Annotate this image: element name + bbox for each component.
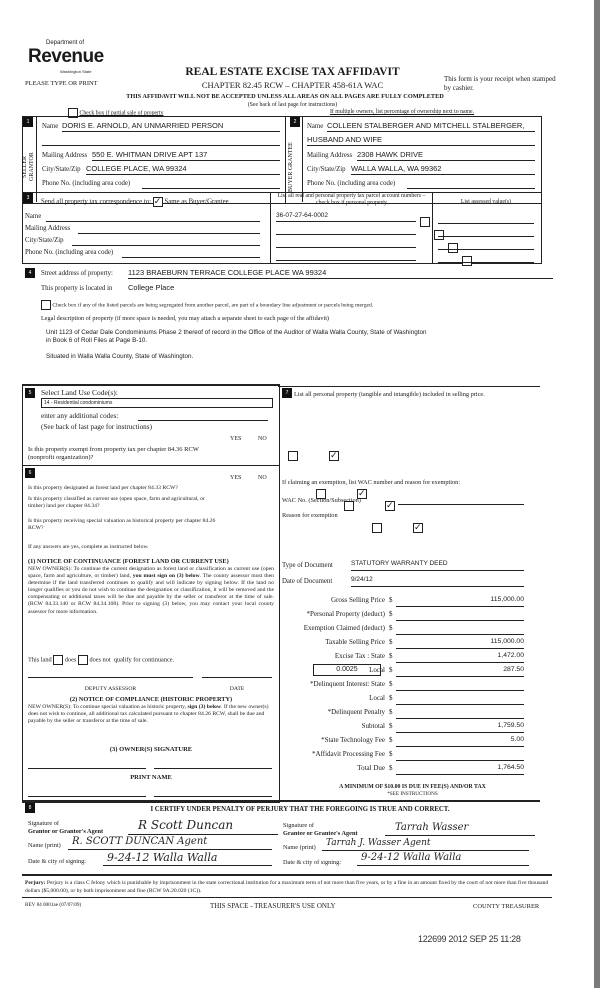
street-field[interactable]: 1123 BRAEBURN TERRACE COLLEGE PLACE WA 99324: [128, 268, 553, 279]
additional-codes-label: enter any additional codes:: [41, 412, 119, 420]
buyer-city-field[interactable]: WALLA WALLA, WA 99362: [351, 164, 535, 175]
seller-name-field[interactable]: DORIS E. ARNOLD, AN UNMARRIED PERSON: [62, 121, 280, 132]
section-6-divider: [22, 465, 279, 466]
legal-description-1[interactable]: Unit 1123 of Cedar Dale Condominiums Phase 2 thereof of record in the Office of the Auditor of Walla Walla County, State of Washington: [46, 329, 427, 336]
owner-signature-label: (3) OWNER(S) SIGNATURE: [109, 746, 193, 753]
excise-state-row: Excise Tax : State $ 1,472.00: [290, 652, 525, 664]
notice-1-body: NEW OWNER(S): To continue the current designation as forest land or classification as current use (open space, farm and agriculture, or timber) land, you must sign on (3) below. The county assessor must then determine if the land transferred continues to qualify and will indicate by signing below. If the land no longer qualifies or you do not wish to continue the designation or classification, it will be removed and the compensating or additional taxes will be due and payable by the seller or transferor at the time of sale. (RCW 84.33.140 or RCW 84.34.108). Prior to signing (3) below, you may contact your local county assessor for more information.: [28, 566, 274, 615]
buyer-side-divider: [302, 116, 303, 202]
yes-header-6: YES: [230, 475, 242, 481]
assessed-value-3[interactable]: [438, 240, 534, 250]
print-name-line-2[interactable]: [154, 795, 272, 797]
county-treasurer-label: COUNTY TREASURER: [473, 903, 540, 910]
exemption-label: If claiming an exemption, list WAC number and reason for exemption:: [282, 479, 461, 486]
doc-date-label: Date of Document: [282, 578, 333, 585]
seller-side-divider: [36, 116, 37, 202]
parcel-number-3[interactable]: [276, 238, 416, 248]
seller-mail-label: Mailing Address: [42, 152, 88, 159]
assessed-value-1[interactable]: [438, 214, 534, 224]
multiple-owners-note: If multiple owners, list percentage of ownership next to name.: [330, 109, 475, 115]
local-rate-field[interactable]: 0.0025: [313, 664, 381, 676]
scan-edge: [594, 0, 600, 988]
located-field[interactable]: College Place: [128, 283, 175, 292]
exempt-question: Is this property exempt from property tax per chapter 84.36 RCW (nonprofit organization)?: [28, 446, 199, 461]
same-as-buyer-checkbox[interactable]: [153, 197, 163, 207]
technology-fee-field[interactable]: 5.00: [396, 736, 524, 747]
treasurer-use-label: THIS SPACE - TREASURER'S USE ONLY: [210, 902, 336, 910]
historic-no-checkbox[interactable]: [413, 523, 423, 533]
buyer-city-label: City/State/Zip: [307, 166, 346, 173]
historic-question: Is this property receiving special valuation as historical property per chapter 84.26 RCW?: [28, 518, 216, 531]
corr-mail-label: Mailing Address: [25, 225, 71, 232]
section-number-2: 2: [290, 117, 300, 127]
form-revision: REV 84 0001ae (07/07/09): [25, 902, 82, 908]
perjury-bottom-rule: [22, 897, 552, 898]
exempt-yes-checkbox[interactable]: [288, 451, 298, 461]
section-number-8: 8: [25, 803, 35, 813]
logo-state: Washington State: [60, 69, 92, 74]
parcel-header: List all real and personal property tax parcel account numbers – check box if personal property: [277, 193, 426, 206]
receipt-note: This form is your receipt when stamped by cashier.: [444, 75, 556, 92]
legal-description-2[interactable]: in Book 6 of Roll Files at Page B-10.: [46, 337, 148, 344]
notice-2-body: NEW OWNER(S): To continue special valuation as historic property, sign (3) below. If the new owner(s) does not wish to continue, all additional tax calculated pursuant to chapter 84.26 RCW, shall be due and payable by the seller or transferor at the time of sale.: [28, 704, 269, 724]
processing-fee-field[interactable]: [396, 750, 524, 761]
if-yes-note: If any answers are yes, complete as instructed below.: [28, 544, 149, 550]
assessed-value-2[interactable]: [438, 227, 534, 237]
personal-property-deduct-row: *Personal Property (deduct) $: [290, 610, 525, 622]
dor-logo: [28, 38, 108, 80]
doc-type-field[interactable]: STATUTORY WARRANTY DEED: [351, 560, 524, 571]
corr-phone-label: Phone No. (including area code): [25, 249, 114, 256]
section-number-6: 6: [25, 468, 35, 478]
notice-1-title: (1) NOTICE OF CONTINUANCE (FOREST LAND OR CURRENT USE): [28, 558, 229, 565]
section-3-divider-a: [270, 192, 271, 263]
section-number-7: 7: [282, 388, 292, 398]
excise-local-field[interactable]: 287.50: [396, 666, 524, 677]
segregated-row: Check box if any of the listed parcels are being segregated from another parcel, are part of a boundary line adjustment or parcels being merged.: [41, 300, 561, 310]
owner-signature-line-1[interactable]: [28, 767, 146, 769]
does-qualify-checkbox[interactable]: [53, 655, 63, 665]
seller-name-label: Name: [42, 123, 59, 130]
doc-type-label: Type of Document: [282, 562, 333, 569]
delinquent-interest-state-row: *Delinquent Interest: State $: [290, 680, 525, 692]
total-due-field[interactable]: 1,764.50: [396, 764, 524, 775]
section-divider-1-2: [285, 116, 286, 203]
parcel-personal-checkbox-1[interactable]: [420, 217, 430, 227]
land-use-select[interactable]: 14 - Residential condominiums: [41, 398, 273, 408]
wac-field[interactable]: [398, 495, 524, 505]
section-number-5: 5: [25, 388, 35, 398]
processing-fee-row: *Affidavit Processing Fee $: [290, 750, 525, 762]
personal-property-label: List all personal property (tangible and intangible) included in selling price.: [294, 391, 485, 398]
form-title: REAL ESTATE EXCISE TAX AFFIDAVIT: [185, 66, 400, 78]
excise-state-field[interactable]: 1,472.00: [396, 652, 524, 663]
buyer-side-label: BUYER GRANTEE: [288, 142, 294, 192]
seller-phone-field[interactable]: [142, 178, 280, 189]
section-8-bottom-rule: [22, 874, 552, 876]
subtotal-row: Subtotal $ 1,759.50: [290, 722, 525, 734]
form-chapter: CHAPTER 82.45 RCW – CHAPTER 458-61A WAC: [201, 80, 384, 90]
seller-city-label: City/State/Zip: [42, 166, 81, 173]
assessor-date-line[interactable]: [202, 676, 272, 678]
section-number-4: 4: [25, 268, 35, 278]
doc-date-field[interactable]: 9/24/12: [351, 576, 524, 587]
section-number-1: 1: [23, 117, 33, 127]
corr-phone-field[interactable]: [122, 248, 260, 258]
grantee-name-field[interactable]: Tarrah J. Wasser Agent: [322, 838, 529, 851]
deputy-assessor-line[interactable]: [28, 676, 193, 678]
grantee-date-field[interactable]: 9-24-12 Walla Walla: [357, 852, 529, 866]
assessed-header: List assessed value(s): [460, 199, 512, 205]
technology-fee-row: *State Technology Fee $ 5.00: [290, 736, 525, 748]
deputy-assessor-label: DEPUTY ASSESSOR: [84, 686, 137, 692]
street-label: Street address of property:: [41, 270, 113, 277]
buyer-name2-field[interactable]: HUSBAND AND WIFE: [307, 135, 535, 146]
located-label: This property is located in: [41, 285, 113, 292]
send-correspondence: Send all property tax correspondence to: ✓ Same as Buyer/Grantee: [41, 197, 229, 207]
form-warning: THIS AFFIDAVIT WILL NOT BE ACCEPTED UNLESS ALL AREAS ON ALL PAGES ARE FULLY COMPLETED: [126, 93, 444, 100]
grantor-name-label: Name (print): [28, 842, 61, 849]
section-number-3: 3: [23, 193, 33, 203]
grantee-date-label: Date & city of signing:: [283, 859, 342, 866]
continuance-row: This land does does not qualify for continuance.: [28, 656, 175, 664]
buyer-name-label: Name: [307, 123, 324, 130]
date-label: DATE: [229, 686, 245, 692]
parcel-number-2[interactable]: [276, 225, 416, 235]
print-name-line-1[interactable]: [28, 795, 146, 797]
gross-selling-price-field[interactable]: 115,000.00: [396, 596, 524, 607]
subtotal-field[interactable]: 1,759.50: [396, 722, 524, 733]
delinquent-interest-local-row: Local $: [290, 694, 525, 706]
buyer-mail-field[interactable]: 2308 HAWK DRIVE: [357, 150, 535, 161]
owner-signature-line-2[interactable]: [154, 767, 272, 769]
buyer-mail-label: Mailing Address: [307, 152, 353, 159]
does-not-qualify-checkbox[interactable]: [78, 655, 88, 665]
see-instructions: *SEE INSTRUCTIONS: [387, 791, 438, 797]
assessed-value-4[interactable]: [438, 253, 534, 263]
wac-label: WAC No. (Section/Subsection): [282, 497, 361, 504]
treasurer-stamp: 122699 2012 SEP 25 11:28: [418, 934, 521, 944]
taxable-selling-price-field[interactable]: 115,000.00: [396, 638, 524, 649]
corr-city-label: City/State/Zip: [25, 237, 64, 244]
grantee-name-label: Name (print): [283, 844, 316, 851]
delinquent-interest-state-field[interactable]: [396, 680, 524, 691]
segregated-checkbox[interactable]: [41, 300, 51, 310]
grantor-name-field[interactable]: R. SCOTT DUNCAN Agent: [68, 836, 272, 850]
corr-name-field[interactable]: [46, 212, 260, 222]
perjury-notice: Perjury: Perjury is a class C felony which is punishable by imprisonment in the state correctional institution for a maximum term of not more than five years, or by a fine in an amount fixed by the court of not more than five thousand dollars ($5,000.00), or by both imprisonment and fine (RCW 9A.20.020 (1C)).: [25, 880, 549, 894]
corr-name-label: Name: [25, 213, 42, 220]
section-8-top-rule: [22, 800, 540, 802]
logo-name: Revenue: [28, 46, 104, 67]
legal-description-3[interactable]: Situated in Walla Walla County, State of Washington.: [46, 353, 194, 360]
gross-selling-price-row: Gross Selling Price $ 115,000.00: [290, 596, 525, 608]
seller-phone-label: Phone No. (including area code): [42, 180, 131, 187]
delinquent-penalty-row: *Delinquent Penalty $: [290, 708, 525, 720]
historic-yes-checkbox[interactable]: [372, 523, 382, 533]
no-header-5: NO: [258, 436, 267, 442]
corr-city-field[interactable]: [72, 236, 260, 246]
partial-sale: Check box if partial sale of property: [68, 108, 163, 118]
current-use-question: Is this property classified as current use (open space, farm and agricultural, or timber) land per chapter 84.34?: [28, 496, 205, 509]
delinquent-interest-local-field[interactable]: [396, 694, 524, 705]
additional-codes-field[interactable]: [138, 411, 268, 421]
reason-label: Reason for exemption: [282, 512, 338, 519]
logo-dept: Department of: [46, 40, 85, 46]
seller-mail-field[interactable]: 550 E. WHITMAN DRIVE APT 137: [92, 150, 280, 161]
buyer-phone-label: Phone No. (including area code): [307, 180, 396, 187]
notice-2-title: (2) NOTICE OF COMPLIANCE (HISTORIC PROPERTY): [69, 696, 233, 703]
grantee-sig-label: Signature of Grantee or Grantee's Agent: [283, 822, 358, 837]
exemption-claimed-field[interactable]: [396, 624, 524, 635]
section-3-divider-b: [432, 192, 433, 263]
corr-mail-field[interactable]: [78, 224, 260, 234]
seller-side-label: SELLER GRANTOR: [22, 152, 35, 182]
exemption-claimed-row: Exemption Claimed (deduct) $: [290, 624, 525, 636]
grantor-sig-label: Signature of Grantor or Grantor's Agent: [28, 820, 104, 835]
total-due-row: Total Due $ 1,764.50: [290, 764, 525, 776]
minimum-due-note: A MINIMUM OF $10.00 IS DUE IN FEE(S) AND/OR TAX: [339, 784, 486, 790]
legal-label: Legal description of property (if more space is needed, you may attach a separate sheet to each page of the affidavit): [41, 315, 329, 322]
taxable-selling-price-row: Taxable Selling Price $ 115,000.00: [290, 638, 525, 650]
section-7-top-rule: [278, 386, 540, 387]
exempt-no-checkbox[interactable]: [329, 451, 339, 461]
delinquent-penalty-field[interactable]: [396, 708, 524, 719]
current-use-no-checkbox[interactable]: [385, 501, 395, 511]
buyer-name-field[interactable]: COLLEEN STALBERGER AND MITCHELL STALBERGER,: [327, 121, 535, 132]
print-name-label: PRINT NAME: [130, 774, 172, 781]
personal-property-deduct-field[interactable]: [396, 610, 524, 621]
seller-city-field[interactable]: COLLEGE PLACE, WA 99324: [86, 164, 280, 175]
grantor-date-field[interactable]: 9-24-12 Walla Walla: [103, 851, 272, 866]
excise-local-row: Local $ 287.50: [290, 666, 525, 678]
yes-header-5: YES: [230, 436, 242, 442]
please-type: PLEASE TYPE OR PRINT: [25, 80, 98, 87]
parcel-number-4[interactable]: [276, 251, 416, 261]
buyer-phone-field[interactable]: [407, 178, 535, 189]
seller-name2-field[interactable]: [42, 135, 280, 146]
grantor-signature-field[interactable]: R Scott Duncan: [128, 818, 278, 835]
grantee-signature-field[interactable]: Tarrah Wasser: [385, 822, 535, 836]
certify-statement: I CERTIFY UNDER PENALTY OF PERJURY THAT THE FOREGOING IS TRUE AND CORRECT.: [150, 806, 450, 813]
land-use-label: Select Land Use Code(s):: [41, 388, 118, 397]
no-header-6: NO: [258, 475, 267, 481]
forest-question: Is this property designated as forest land per chapter 84.33 RCW?: [28, 485, 178, 491]
grantor-date-label: Date & city of signing:: [28, 858, 87, 865]
parcel-number-1[interactable]: 36-07-27-64-0002: [276, 212, 416, 222]
see-back: (See back of last page for instructions): [247, 102, 338, 108]
land-use-see-back: (See back of last page for instructions): [41, 423, 152, 431]
